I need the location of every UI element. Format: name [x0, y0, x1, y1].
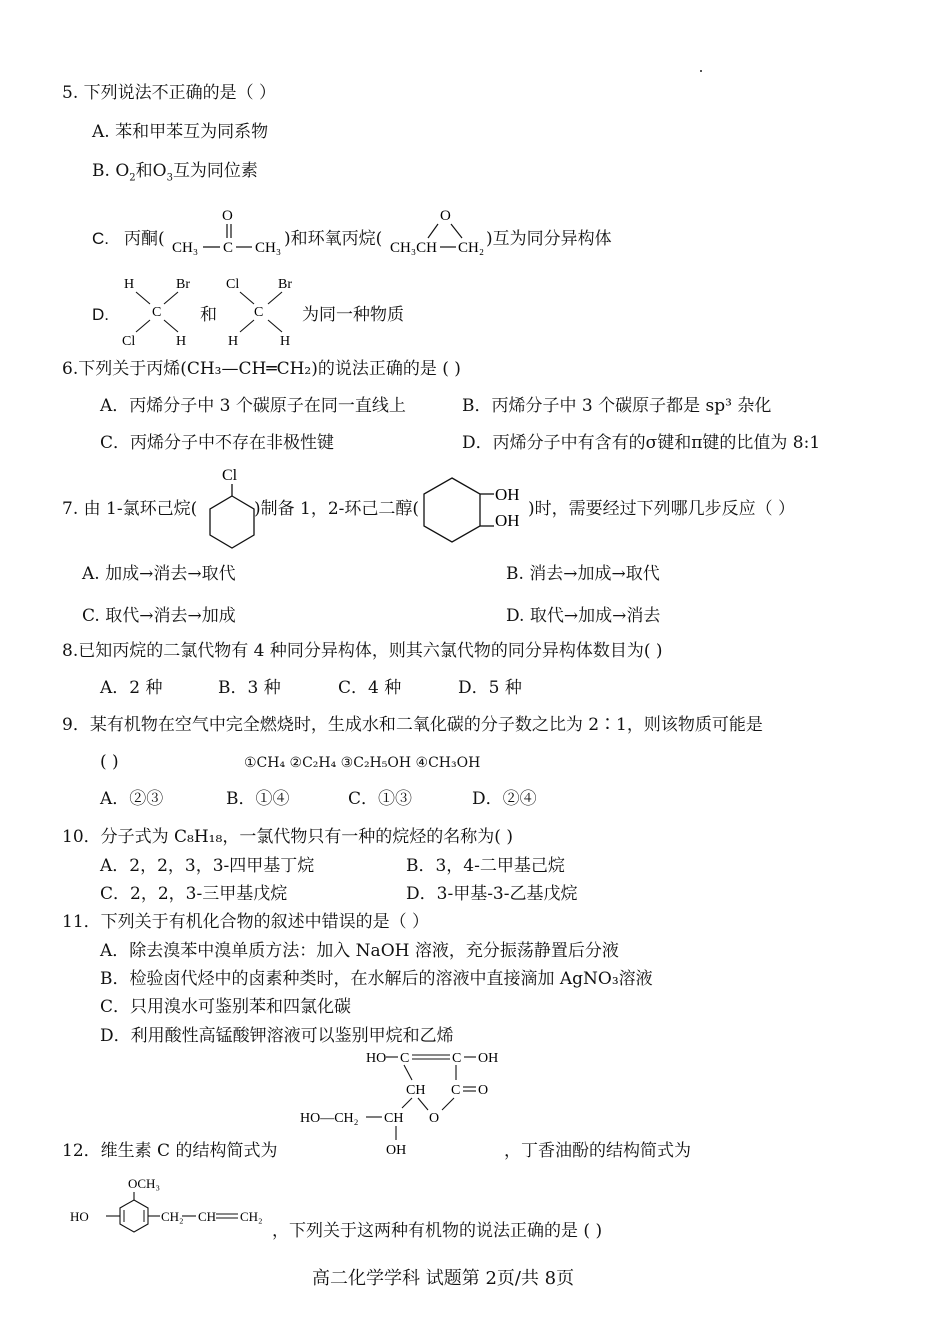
q6-option-c: C．丙烯分子中不存在非极性键	[100, 433, 335, 453]
svg-text:O: O	[429, 1111, 440, 1126]
page-footer: 高二化学学科 试题第 2页/共 8页	[312, 1268, 575, 1289]
q10-option-b: B．3，4-二甲基己烷	[406, 856, 565, 876]
dihalomethane-structure-2	[222, 272, 312, 350]
chloro-label: Cl	[222, 467, 238, 484]
svg-text:C: C	[152, 305, 162, 320]
eugenol-structure	[68, 1172, 278, 1244]
propylene-oxide-structure	[388, 204, 498, 256]
acetone-ch3-left: CH₃	[172, 240, 199, 256]
q10-option-c: C．2，2，3-三甲基戊烷	[100, 884, 288, 904]
q5-c-letter: C.	[92, 229, 109, 248]
svg-text:OH: OH	[478, 1051, 499, 1066]
q10-stem: 10．分子式为 C₈H₁₈，一氯代物只有一种的烷烃的名称为( )	[62, 827, 513, 847]
q5-c-text2: )和环氧丙烷(	[284, 229, 383, 249]
q5-c-text1: 丙酮(	[124, 229, 165, 249]
svg-text:H: H	[280, 334, 291, 349]
q5-d-letter: D.	[92, 305, 109, 324]
stray-mark	[700, 70, 702, 72]
q8-option-a: A．2 种	[100, 678, 163, 698]
svg-text:OH: OH	[386, 1143, 407, 1158]
q8-option-b: B．3 种	[218, 678, 281, 698]
q5-option-a: A. 苯和甲苯互为同系物	[92, 122, 269, 142]
q12-stem-2: ，丁香油酚的结构简式为	[504, 1141, 691, 1161]
q11-option-d: D．利用酸性高锰酸钾溶液可以鉴别甲烷和乙烯	[100, 1026, 454, 1046]
svg-text:C: C	[254, 305, 264, 320]
svg-text:C: C	[451, 1083, 461, 1098]
q9-option-a: A．②③	[100, 789, 164, 809]
dihalomethane-structure-1	[118, 272, 208, 350]
q9-option-c: C．①③	[348, 789, 413, 809]
svg-text:Cl: Cl	[226, 277, 240, 292]
q12-stem-3: ，下列关于这两种有机物的说法正确的是 ( )	[272, 1221, 603, 1241]
q6-option-d: D．丙烯分子中有含有的σ键和π键的比值为 8:1	[462, 433, 821, 453]
acetone-c: C	[223, 240, 234, 256]
q6-option-b: B．丙烯分子中 3 个碳原子都是 sp³ 杂化	[462, 396, 772, 416]
acetone-ch3-right: CH₃	[255, 240, 282, 256]
q5-option-b: B. $O_2$和$O_3$互为同位素	[92, 161, 258, 184]
epoxide-ch3ch: CH₃CH	[390, 240, 437, 256]
acetone-o: O	[222, 208, 233, 224]
cyclohexanediol-structure	[422, 474, 532, 554]
q11-option-b: B．检验卤代烃中的卤素种类时，在水解后的溶液中直接滴加 AgNO₃溶液	[100, 969, 653, 989]
svg-text:Cl: Cl	[122, 334, 136, 349]
acetone-structure	[170, 204, 288, 256]
q7-stem-1: 7. 由 1-氯环己烷(	[62, 499, 198, 519]
q7-option-c: C. 取代→消去→加成	[82, 606, 236, 626]
svg-text:C: C	[400, 1051, 410, 1066]
q9-stem: 9．某有机物在空气中完全燃烧时，生成水和二氧化碳的分子数之比为 2∶1，则该物质可能是	[62, 715, 763, 735]
svg-text:OH: OH	[495, 485, 520, 504]
svg-text:HO—CH₂: HO—CH₂	[300, 1111, 359, 1126]
q12-stem-1: 12．维生素 C 的结构简式为	[62, 1141, 278, 1161]
svg-text:HO: HO	[366, 1051, 387, 1066]
q5-d-text: 为同一种物质	[302, 305, 404, 325]
q8-stem: 8.已知丙烷的二氯代物有 4 种同分异构体，则其六氯代物的同分异构体数目为( )	[62, 641, 663, 661]
svg-text:CH₂: CH₂	[240, 1209, 263, 1224]
q11-option-c: C．只用溴水可鉴别苯和四氯化碳	[100, 997, 352, 1017]
svg-text:CH: CH	[384, 1111, 404, 1126]
svg-text:Br: Br	[278, 277, 292, 292]
q7-stem-2: )制备 1，2-环己二醇(	[254, 499, 420, 519]
svg-text:CH₂: CH₂	[161, 1209, 184, 1224]
chlorocyclohexane-structure	[204, 462, 260, 554]
svg-text:OH: OH	[495, 511, 520, 530]
vitamin-c-structure	[300, 1046, 510, 1160]
svg-text:Br: Br	[176, 277, 190, 292]
q7-option-d: D. 取代→加成→消去	[506, 606, 661, 626]
epoxide-ch2: CH₂	[458, 240, 485, 256]
q5-c-text3: )互为同分异构体	[486, 229, 612, 249]
q7-stem-3: )时，需要经过下列哪几步反应（ ）	[528, 499, 796, 519]
q10-option-d: D．3-甲基-3-乙基戊烷	[406, 884, 578, 904]
q9-items: ①CH₄ ②C₂H₄ ③C₂H₅OH ④CH₃OH	[244, 755, 481, 771]
q8-option-d: D．5 种	[458, 678, 522, 698]
q6-stem: 6.下列关于丙烯(CH₃—CH═CH₂)的说法正确的是 ( )	[62, 359, 461, 379]
q9-paren: ( )	[100, 752, 119, 772]
q10-option-a: A．2，2，3，3-四甲基丁烷	[100, 856, 315, 876]
q5-stem: 5. 下列说法不正确的是（ ）	[62, 83, 277, 103]
svg-text:H: H	[176, 334, 187, 349]
q6-option-a: A．丙烯分子中 3 个碳原子在同一直线上	[100, 396, 406, 416]
svg-text:HO: HO	[70, 1209, 89, 1224]
q5-d-and: 和	[200, 305, 217, 325]
svg-text:O: O	[478, 1083, 489, 1098]
svg-text:H: H	[228, 334, 239, 349]
svg-text:CH: CH	[198, 1209, 217, 1224]
q11-option-a: A．除去溴苯中溴单质方法：加入 NaOH 溶液，充分振荡静置后分液	[100, 941, 619, 961]
q7-option-b: B. 消去→加成→取代	[506, 564, 660, 584]
svg-text:CH: CH	[406, 1083, 426, 1098]
q9-option-b: B．①④	[226, 789, 290, 809]
q11-stem: 11．下列关于有机化合物的叙述中错误的是（ ）	[62, 912, 430, 932]
svg-text:H: H	[124, 277, 135, 292]
svg-text:C: C	[452, 1051, 462, 1066]
q7-option-a: A. 加成→消去→取代	[82, 564, 236, 584]
svg-text:OCH₃: OCH₃	[128, 1176, 160, 1191]
epoxide-o: O	[440, 208, 451, 224]
q8-option-c: C．4 种	[338, 678, 402, 698]
q9-option-d: D．②④	[472, 789, 537, 809]
